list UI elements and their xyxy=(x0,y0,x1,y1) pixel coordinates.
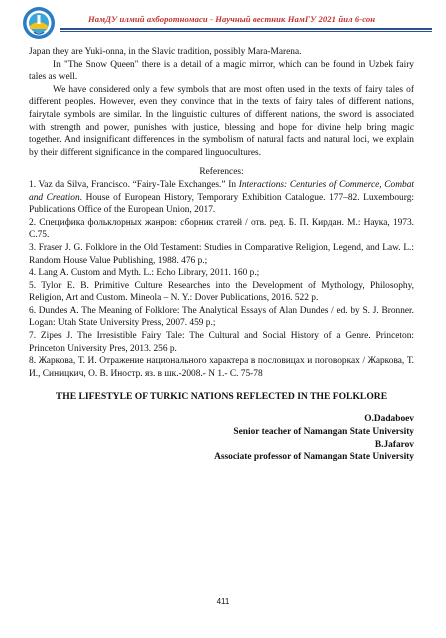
author-position: Associate professor of Namangan State University xyxy=(214,452,414,463)
page-content xyxy=(29,46,414,464)
reference-item: 7. Zipes J. The Irresistible Fairy Tale: The Cultural and Social History of a Genre. Princeton: Princeton University Pres, 2013. 256 p. xyxy=(29,331,414,354)
header-divider-thin xyxy=(60,31,432,32)
reference-item: 1. Vaz da Silva, Francisco. “Fairy-Tale Exchanges.” In Interactions: Centuries of Commerce, Combat and Creation. House of European History, Temporary Exhibition Catalogue. 177–82. Luxembourg: Publications Office of the European Union, 2017. xyxy=(29,179,414,216)
header-divider xyxy=(60,28,432,30)
reference-item: 4. Lang A. Custom and Myth. L.: Echo Library, 2011. 160 p.; xyxy=(29,268,260,279)
article-title: THE LIFESTYLE OF TURKIC NATIONS REFLECTED IN THE FOLKLORE xyxy=(55,391,388,403)
reference-item: 5. Tylor E. B. Primitive Culture Researches into the Development of Mythology, Philosophy, Religion, Art and Custom. Mineola – N. Y.: Dover Publications, 2016. 522 p. xyxy=(29,280,414,304)
author-position: Senior teacher of Namangan State University xyxy=(233,427,414,438)
reference-item: 3. Fraser J. G. Folklore in the Old Testament: Studies in Comparative Religion, Legend, and Law. L.: Random House Value Publishing, 1988. 476 p.; xyxy=(29,242,414,266)
body-paragraph: In "The Snow Queen" there is a detail of a magic mirror, which can be found in Uzbek fairy tales as well. xyxy=(29,59,414,83)
author-name: B.Jafarov xyxy=(374,439,414,450)
reference-item: 2. Специфика фольклорных жанров: сборник статей / отв. ред. Б. П. Кирдан. М.: Наука, 1973. С.75. xyxy=(29,217,414,241)
body-paragraph: Japan they are Yuki-onna, in the Slavic tradition, possibly Mara-Marena. xyxy=(29,47,302,57)
references-heading: References: xyxy=(199,167,244,178)
author-name: O.Dadaboev xyxy=(364,414,414,425)
journal-title: НамДУ илмий ахборотномаси - Научный вестник НамГУ 2021 йил 6-сон xyxy=(88,14,376,24)
body-paragraph: We have considered only a few symbols that are most often used in the texts of fairy tales of different peoples. However, even they convince that in the texts of fairy tales of different nations, fairytale symbols are similar. In the linguistic cultures of different nations, the sword is associated with strength and power, punishes with justice, blessing and hope for divine help bring magic together. And insignificant differences in the symbolism of natural facts and natural loci, we explain by their different significance in the compared linguocultures. xyxy=(29,84,414,158)
author-block xyxy=(29,413,414,463)
reference-item: 8. Жаркова, Т. И. Отражение национального характера в пословицах и поговорках / Жаркова, Т. И., Синицкич, О. В. Иностр. яз. в шк.-2008.- N 1.- С. 75-78 xyxy=(29,356,414,379)
university-seal-icon xyxy=(22,6,56,40)
journal-header xyxy=(18,6,428,42)
reference-item: 6. Dundes A. The Meaning of Folklore: The Analytical Essays of Alan Dundes / ed. by S. J. Bronner. Logan: Utah State University Press, 2007. 459 p.; xyxy=(29,305,414,329)
page-number: 411 xyxy=(216,597,230,606)
